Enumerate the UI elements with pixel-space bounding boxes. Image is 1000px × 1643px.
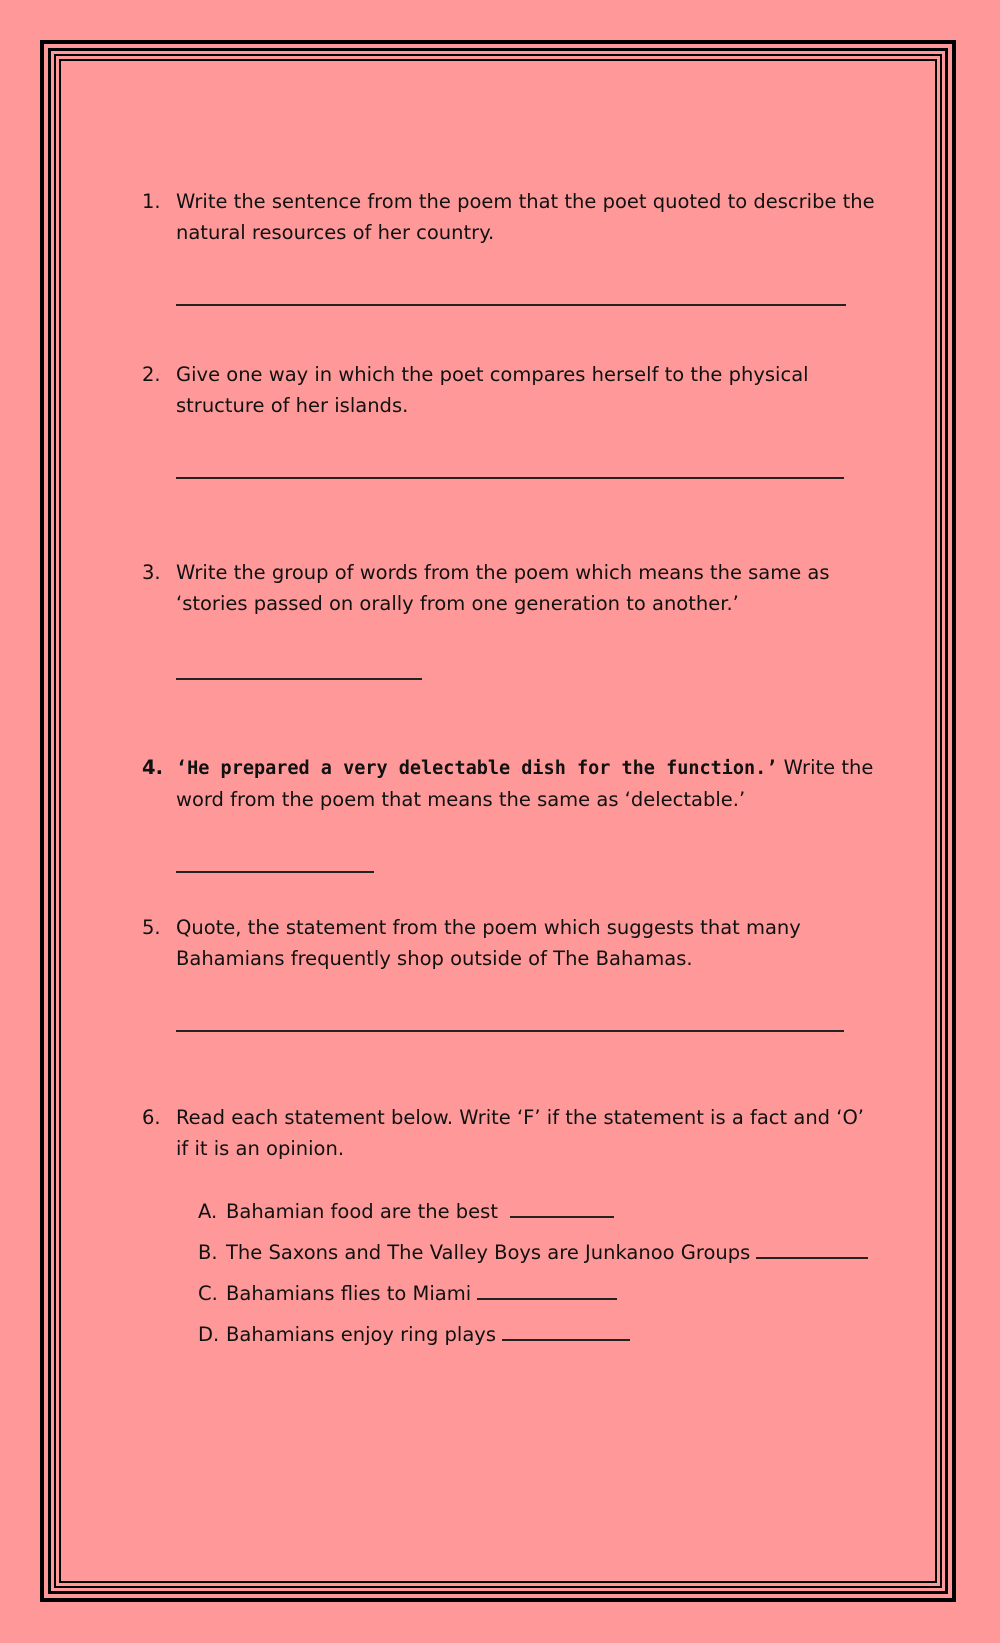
statement-text: The Saxons and The Valley Boys are Junkanoo Groups — [226, 1241, 751, 1264]
question-instruction: Write the word from the poem that means the same as ‘delectable.’ — [176, 756, 874, 811]
statement-text: Bahamians enjoy ring plays — [226, 1323, 496, 1346]
statement-letter: C. — [198, 1282, 218, 1305]
question-number: 2. — [142, 363, 161, 386]
statement-list — [140, 1196, 880, 1360]
question-4 — [140, 752, 880, 815]
statement-item — [198, 1319, 880, 1360]
statement-answer-blank[interactable] — [510, 1196, 614, 1218]
statement-answer-blank[interactable] — [502, 1319, 630, 1341]
answer-line-2[interactable] — [176, 477, 844, 479]
statement-item — [198, 1237, 880, 1278]
worksheet-content — [140, 186, 880, 1360]
answer-line-5[interactable] — [176, 1030, 844, 1032]
question-text: Quote, the statement from the poem which suggests that many Bahamians frequently shop outside of The Bahamas. — [176, 916, 801, 970]
statement-answer-blank[interactable] — [477, 1278, 617, 1300]
statement-text: Bahamians flies to Miami — [226, 1282, 472, 1305]
question-text: Write the group of words from the poem which means the same as ‘stories passed on orally from one generation to another.’ — [176, 561, 830, 615]
question-text — [176, 752, 880, 815]
answer-line-1[interactable] — [176, 304, 846, 306]
question-2 — [140, 359, 880, 421]
question-text: Write the sentence from the poem that the poet quoted to describe the natural resources of her country. — [176, 190, 875, 244]
question-number: 4. — [142, 756, 163, 779]
statement-text: Bahamian food are the best — [226, 1200, 505, 1223]
question-text: Read each statement below. Write ‘F’ if the statement is a fact and ‘O’ if it is an opinion. — [176, 1106, 864, 1160]
question-quote: ‘He prepared a very delectable dish for the function.’ — [176, 758, 778, 779]
question-number: 6. — [142, 1106, 161, 1129]
question-6 — [140, 1102, 880, 1164]
question-1 — [140, 186, 880, 248]
statement-answer-blank[interactable] — [756, 1237, 868, 1259]
question-5 — [140, 912, 880, 974]
statement-item — [198, 1278, 880, 1319]
answer-line-3[interactable] — [176, 678, 422, 680]
question-number: 5. — [142, 916, 161, 939]
question-text: Give one way in which the poet compares herself to the physical structure of her islands. — [176, 363, 809, 417]
statement-letter: A. — [198, 1200, 218, 1223]
statement-item — [198, 1196, 880, 1237]
statement-letter: D. — [198, 1323, 220, 1346]
question-number: 1. — [142, 190, 161, 213]
answer-line-4[interactable] — [176, 871, 374, 873]
question-number: 3. — [142, 561, 161, 584]
question-3 — [140, 557, 880, 619]
statement-letter: B. — [198, 1241, 218, 1264]
